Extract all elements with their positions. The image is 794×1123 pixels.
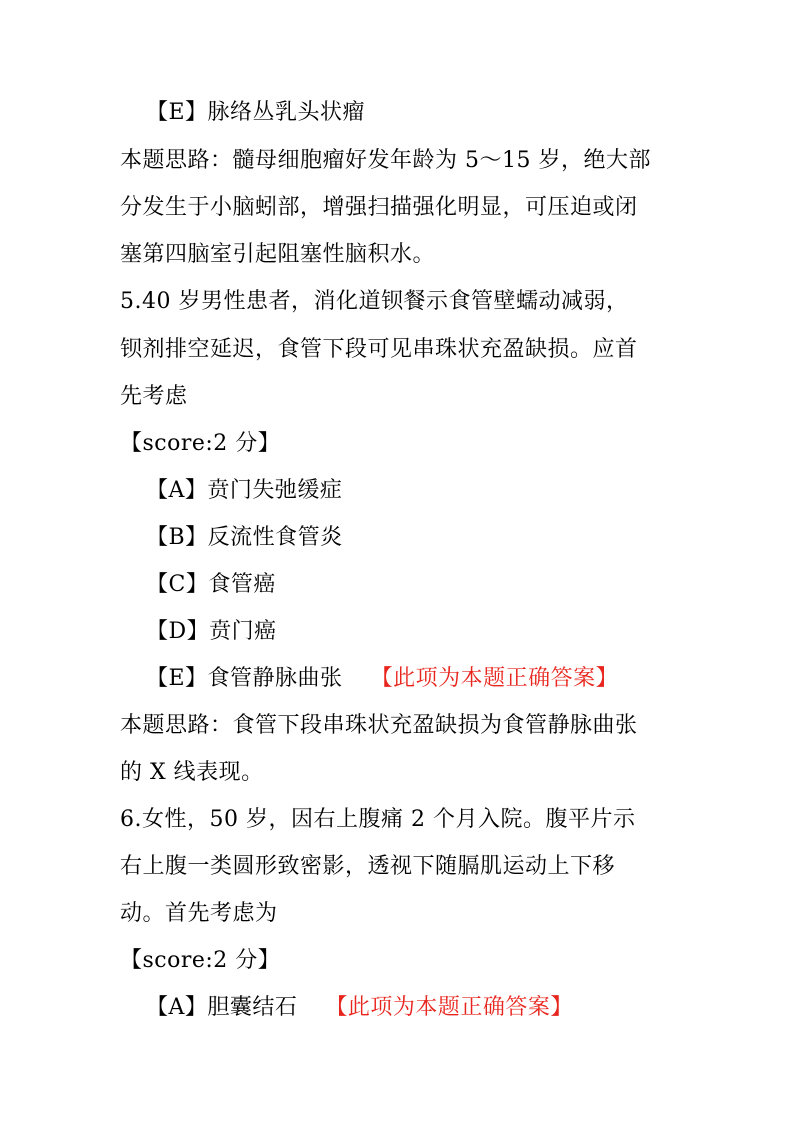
q6-stem-line-2: 右上腹一类圆形致密影，透视下随膈肌运动上下移 xyxy=(120,854,616,879)
q5-option-d: 【D】贲门癌 xyxy=(146,619,277,644)
q5-option-c: 【C】食管癌 xyxy=(146,572,276,597)
q5-option-e-row xyxy=(146,664,618,694)
q5-stem-line-3: 先考虑 xyxy=(120,384,188,409)
q5-stem-line-2: 钡剂排空延迟，食管下段可见串珠状充盈缺损。应首 xyxy=(120,337,638,362)
q6-option-a: 【A】胆囊结石 xyxy=(146,995,298,1020)
q6-option-a-row xyxy=(146,993,573,1023)
q5-score: 【score:2 分】 xyxy=(120,431,281,456)
q5-explanation-line-2: 的 X 线表现。 xyxy=(120,760,264,785)
q6-correct-answer-marker: 【此项为本题正确答案】 xyxy=(325,995,573,1020)
q5-correct-answer-marker: 【此项为本题正确答案】 xyxy=(370,666,619,691)
q4-option-e: 【E】脉络丛乳头状瘤 xyxy=(146,100,366,125)
q4-explanation-line-3: 塞第四脑室引起阻塞性脑积水。 xyxy=(120,242,436,267)
q5-option-e: 【E】食管静脉曲张 xyxy=(146,666,343,691)
q5-stem-line-1: 5.40 岁男性患者，消化道钡餐示食管壁蠕动减弱， xyxy=(120,289,629,314)
q6-stem-line-3: 动。首先考虑为 xyxy=(120,901,278,926)
q6-stem-line-1: 6.女性，50 岁，因右上腹痛 2 个月入院。腹平片示 xyxy=(120,807,636,832)
q5-explanation-line-1: 本题思路：食管下段串珠状充盈缺损为食管静脉曲张 xyxy=(120,713,638,738)
q5-option-b: 【B】反流性食管炎 xyxy=(146,525,343,550)
q4-explanation-line-1: 本题思路：髓母细胞瘤好发年龄为 5～15 岁，绝大部 xyxy=(120,148,651,173)
q6-score: 【score:2 分】 xyxy=(120,948,281,973)
q5-option-a: 【A】贲门失弛缓症 xyxy=(146,478,343,503)
q4-explanation-line-2: 分发生于小脑蚓部，增强扫描强化明显，可压迫或闭 xyxy=(120,195,638,220)
